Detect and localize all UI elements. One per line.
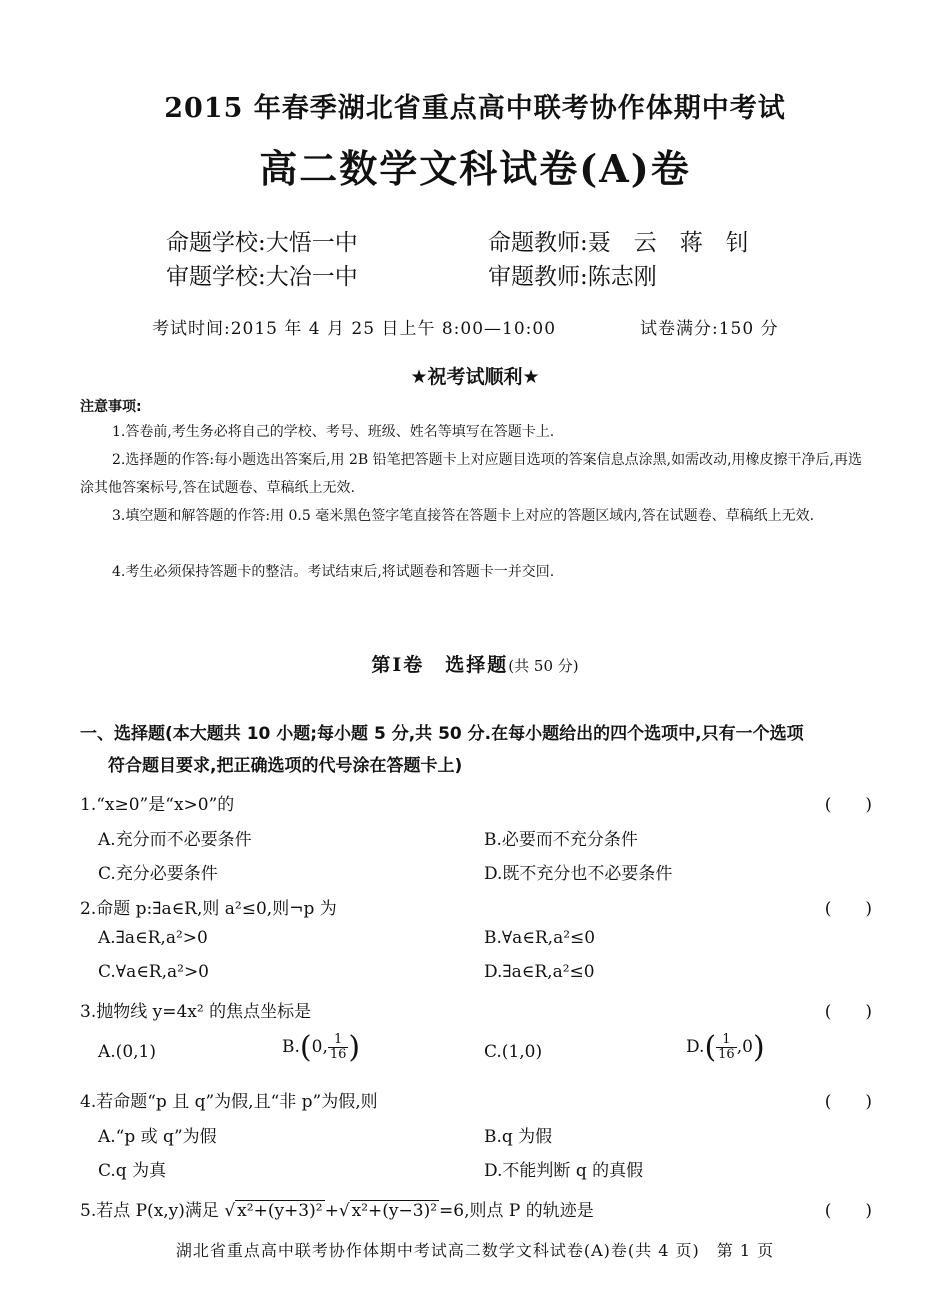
part-instructions-line1: 一、选择题(本大题共 10 小题;每小题 5 分,共 50 分.在每小题给出的四个选项中,只有一个选项 <box>80 724 804 744</box>
q3-option-c: C.(1,0) <box>484 1042 543 1062</box>
exam-time: 考试时间:2015 年 4 月 25 日上午 8:00—10:00 <box>152 319 557 339</box>
question-1-stem: 1.“x≥0”是“x>0”的 <box>80 795 235 815</box>
full-score: 试卷满分:150 分 <box>640 319 779 339</box>
notice-item-4: 4.考生必须保持答题卡的整洁。考试结束后,将试题卷和答题卡一并交回. <box>112 564 555 580</box>
q4-option-b: B.q 为假 <box>484 1127 553 1147</box>
answer-bracket: ( ) <box>824 899 872 919</box>
q1-option-c: C.充分必要条件 <box>98 864 218 884</box>
q1-option-b: B.必要而不充分条件 <box>484 830 638 850</box>
part-instructions <box>80 718 880 782</box>
reviewer-school: 审题学校:大冶一中 <box>166 264 358 290</box>
q1-option-a: A.充分而不必要条件 <box>98 830 252 850</box>
answer-bracket: ( ) <box>824 1092 872 1112</box>
q5-plus: + <box>324 1201 339 1221</box>
q1-option-d: D.既不充分也不必要条件 <box>484 864 673 884</box>
part-instructions-line2: 符合题目要求,把正确选项的代号涂在答题卡上) <box>108 756 463 776</box>
q2-option-b: B.∀a∈R,a²≤0 <box>484 928 596 948</box>
q5-root-1: x²+(y+3)² <box>237 1201 323 1221</box>
q3-option-b: B.(0, $\frac{1}{16}$ ) <box>282 1030 361 1065</box>
q5-root-2: x²+(y−3)² <box>351 1201 438 1221</box>
page-footer: 湖北省重点高中联考协作体期中考试高二数学文科试卷(A)卷(共 4 页) 第 1 页 <box>175 1241 775 1260</box>
q2-option-a: A.∃a∈R,a²>0 <box>98 928 208 948</box>
notice-item-3: 3.填空题和解答题的作答:用 0.5 毫米黑色签字笔直接答在答题卡上对应的答题区域内,答在试题卷、草稿纸上无效. <box>112 508 815 524</box>
fraction: $\frac{1}{16}$ <box>718 1032 735 1062</box>
reviewer-teacher: 审题教师:陈志刚 <box>488 264 657 290</box>
good-luck-banner: ★祝考试顺利★ <box>410 366 540 388</box>
exam-series-title: 2015 年春季湖北省重点高中联考协作体期中考试 <box>164 93 786 124</box>
section-heading <box>0 650 950 677</box>
q2-option-d: D.∃a∈R,a²≤0 <box>484 962 595 982</box>
q4-option-c: C.q 为真 <box>98 1161 167 1181</box>
q3-option-b-label: B. <box>282 1037 300 1057</box>
answer-bracket: ( ) <box>824 1002 872 1022</box>
question-3-stem: 3.抛物线 y=4x² 的焦点坐标是 <box>80 1002 312 1022</box>
q3-option-a: A.(0,1) <box>98 1042 156 1062</box>
notice-item-2: 2.选择题的作答:每小题选出答案后,用 2B 铅笔把答题卡上对应题目选项的答案信息点涂黑,如需改动,用橡皮擦干净后,再选涂其他答案标号,答在试题卷、草稿纸上无效. <box>80 452 862 496</box>
setter-teachers: 命题教师:聂 云 蒋 钊 <box>488 230 749 256</box>
q2-option-c: C.∀a∈R,a²>0 <box>98 962 209 982</box>
paper-title: 高二数学文科试卷(A)卷 <box>259 146 691 191</box>
q3-option-d-label: D. <box>686 1037 705 1057</box>
notice-item-1: 1.答卷前,考生务必将自己的学校、考号、班级、姓名等填写在答题卡上. <box>112 424 555 440</box>
q5-stem-post: =6,则点 P 的轨迹是 <box>439 1201 594 1221</box>
q4-option-a: A.“p 或 q”为假 <box>98 1127 217 1147</box>
question-2-stem: 2.命题 p:∃a∈R,则 a²≤0,则¬p 为 <box>80 899 337 919</box>
notice-heading: 注意事项: <box>80 399 142 415</box>
q3-option-d-y: ,0 <box>736 1037 753 1057</box>
q3-option-d: D.( $\frac{1}{16}$ ,0) <box>686 1030 765 1065</box>
q3-option-b-x: 0, <box>311 1037 328 1057</box>
section-score: (共 50 分) <box>508 657 579 675</box>
q5-stem-pre: 5.若点 P(x,y)满足 <box>80 1201 219 1221</box>
answer-bracket: ( ) <box>824 795 872 815</box>
setter-school: 命题学校:大悟一中 <box>166 230 358 256</box>
q4-option-d: D.不能判断 q 的真假 <box>484 1161 644 1181</box>
answer-bracket: ( ) <box>824 1201 872 1221</box>
question-5-stem: 5.若点 P(x,y)满足 √ x²+(y+3)² +√ x²+(y−3)² =6,则点 P 的轨迹是 <box>80 1201 594 1221</box>
question-4-stem: 4.若命题“p 且 q”为假,且“非 p”为假,则 <box>80 1092 378 1112</box>
fraction: $\frac{1}{16}$ <box>329 1032 347 1062</box>
section-name: 第Ⅰ卷 选择题 <box>371 654 509 676</box>
